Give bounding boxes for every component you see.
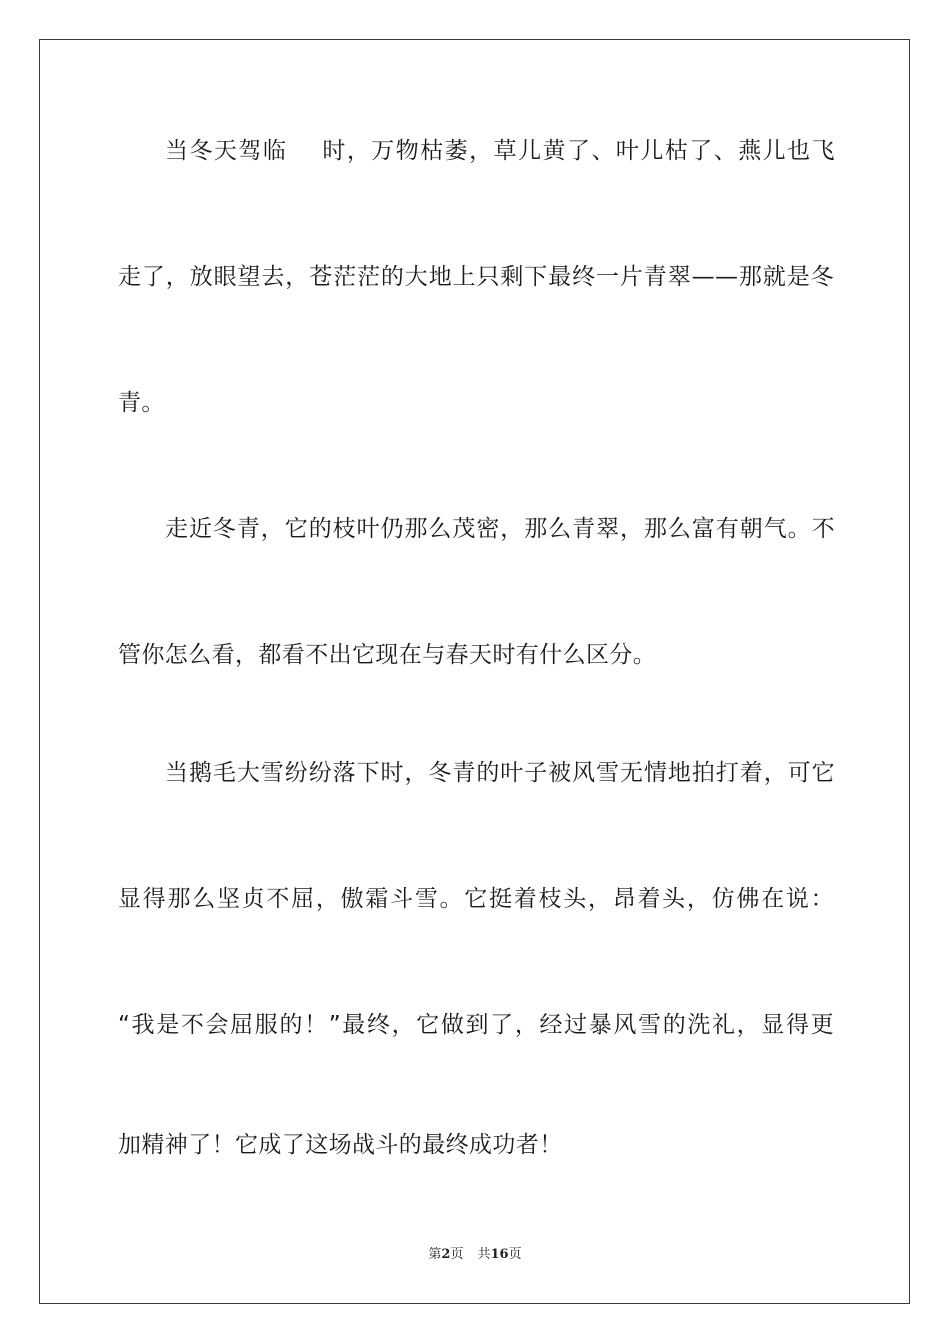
paragraph-2-line-2: 管你怎么看，都看不出它现在与春天时有什么区分。 bbox=[118, 642, 657, 668]
page-border bbox=[39, 39, 910, 1304]
paragraph-3-line-4: 加精神了！它成了这场战斗的最终成功者！ bbox=[118, 1132, 563, 1158]
page-suffix: 页 bbox=[450, 1247, 464, 1262]
total-page-count: 16 bbox=[490, 1247, 509, 1262]
total-suffix: 页 bbox=[508, 1247, 522, 1262]
paragraph-2-line-1: 走近冬青，它的枝叶仍那么茂密，那么青翠，那么富有朝气。不 bbox=[165, 516, 835, 542]
current-page-number: 2 bbox=[441, 1247, 451, 1262]
total-prefix: 共 bbox=[477, 1247, 491, 1262]
page-prefix: 第 bbox=[428, 1247, 442, 1262]
text-fragment: 当冬天驾临 bbox=[165, 138, 288, 164]
paragraph-3-line-1: 当鹅毛大雪纷纷落下时，冬青的叶子被风雪无情地拍打着，可它 bbox=[165, 760, 835, 786]
page-number-footer bbox=[0, 1246, 950, 1264]
paragraph-1-line-3: 青。 bbox=[118, 390, 165, 416]
paragraph-1-line-2: 走了，放眼望去，苍茫茫的大地上只剩下最终一片青翠——那就是冬 bbox=[118, 264, 834, 290]
paragraph-3-line-3: “我是不会屈服的！”最终，它做到了，经过暴风雪的洗礼，显得更 bbox=[118, 1012, 834, 1038]
text-fragment: 时，万物枯萎，草儿黄了、叶儿枯了、燕儿也飞 bbox=[321, 138, 835, 164]
paragraph-1-line-1 bbox=[165, 136, 835, 166]
paragraph-3-line-2: 显得那么坚贞不屈，傲霜斗雪。它挺着枝头，昂着头，仿佛在说： bbox=[118, 886, 834, 912]
